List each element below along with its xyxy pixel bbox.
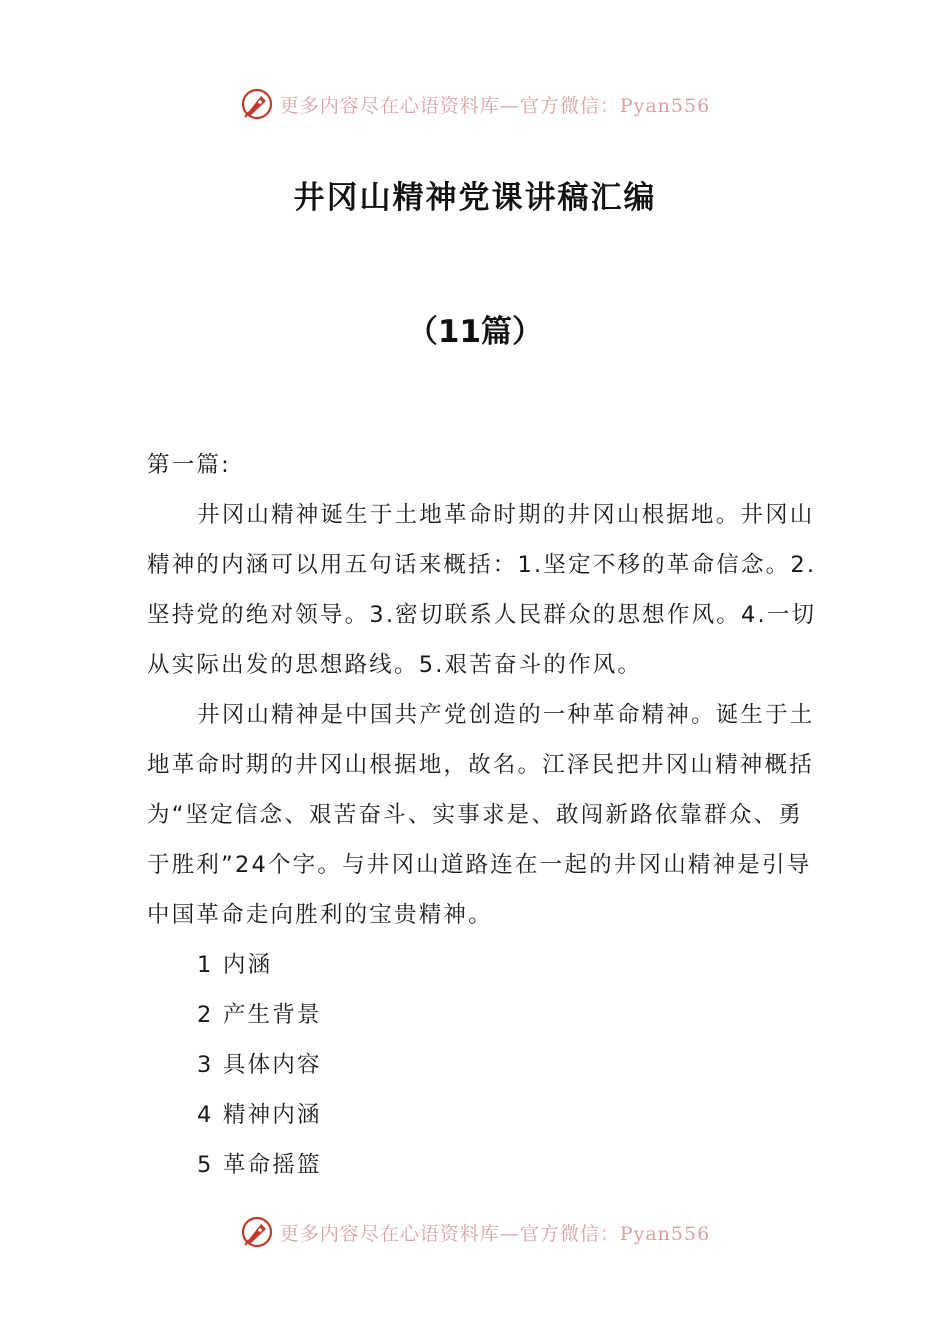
document-subtitle: （11篇） xyxy=(406,314,544,350)
list-item: 5 革命摇篮 xyxy=(197,1152,322,1178)
list-item: 4 精神内涵 xyxy=(197,1102,322,1128)
section-label: 第一篇: xyxy=(147,452,231,478)
footer-banner xyxy=(0,1212,950,1252)
paragraph-2: 井冈山精神是中国共产党创造的一种革命精神。诞生于土地革命时期的井冈山根据地，故名。江泽民把井冈山精神概括为“坚定信念、艰苦奋斗、实事求是、敢闯新路依靠群众、勇于胜利”24个字。与井冈山道路连在一起的井冈山精神是引导中国革命走向胜利的宝贵精神。 xyxy=(147,702,815,928)
list-item: 2 产生背景 xyxy=(197,1002,322,1028)
header-banner-text: 更多内容尽在心语资料库—官方微信：Pyan556 xyxy=(279,94,711,117)
list-item: 3 具体内容 xyxy=(197,1052,322,1078)
paragraph-1: 井冈山精神诞生于土地革命时期的井冈山根据地。井冈山精神的内涵可以用五句话来概括：1.坚定不移的革命信念。2.坚持党的绝对领导。3.密切联系人民群众的思想作风。4.一切从实际出发的思想路线。5.艰苦奋斗的作风。 xyxy=(147,502,817,678)
header-banner xyxy=(0,84,950,124)
document-title: 井冈山精神党课讲稿汇编 xyxy=(293,180,657,216)
document-body xyxy=(147,440,827,1190)
list-item: 1 内涵 xyxy=(197,952,273,978)
pen-nib-logo-icon xyxy=(240,87,274,121)
footer-banner-text: 更多内容尽在心语资料库—官方微信：Pyan556 xyxy=(279,1222,711,1245)
pen-nib-logo-icon xyxy=(240,1215,274,1249)
